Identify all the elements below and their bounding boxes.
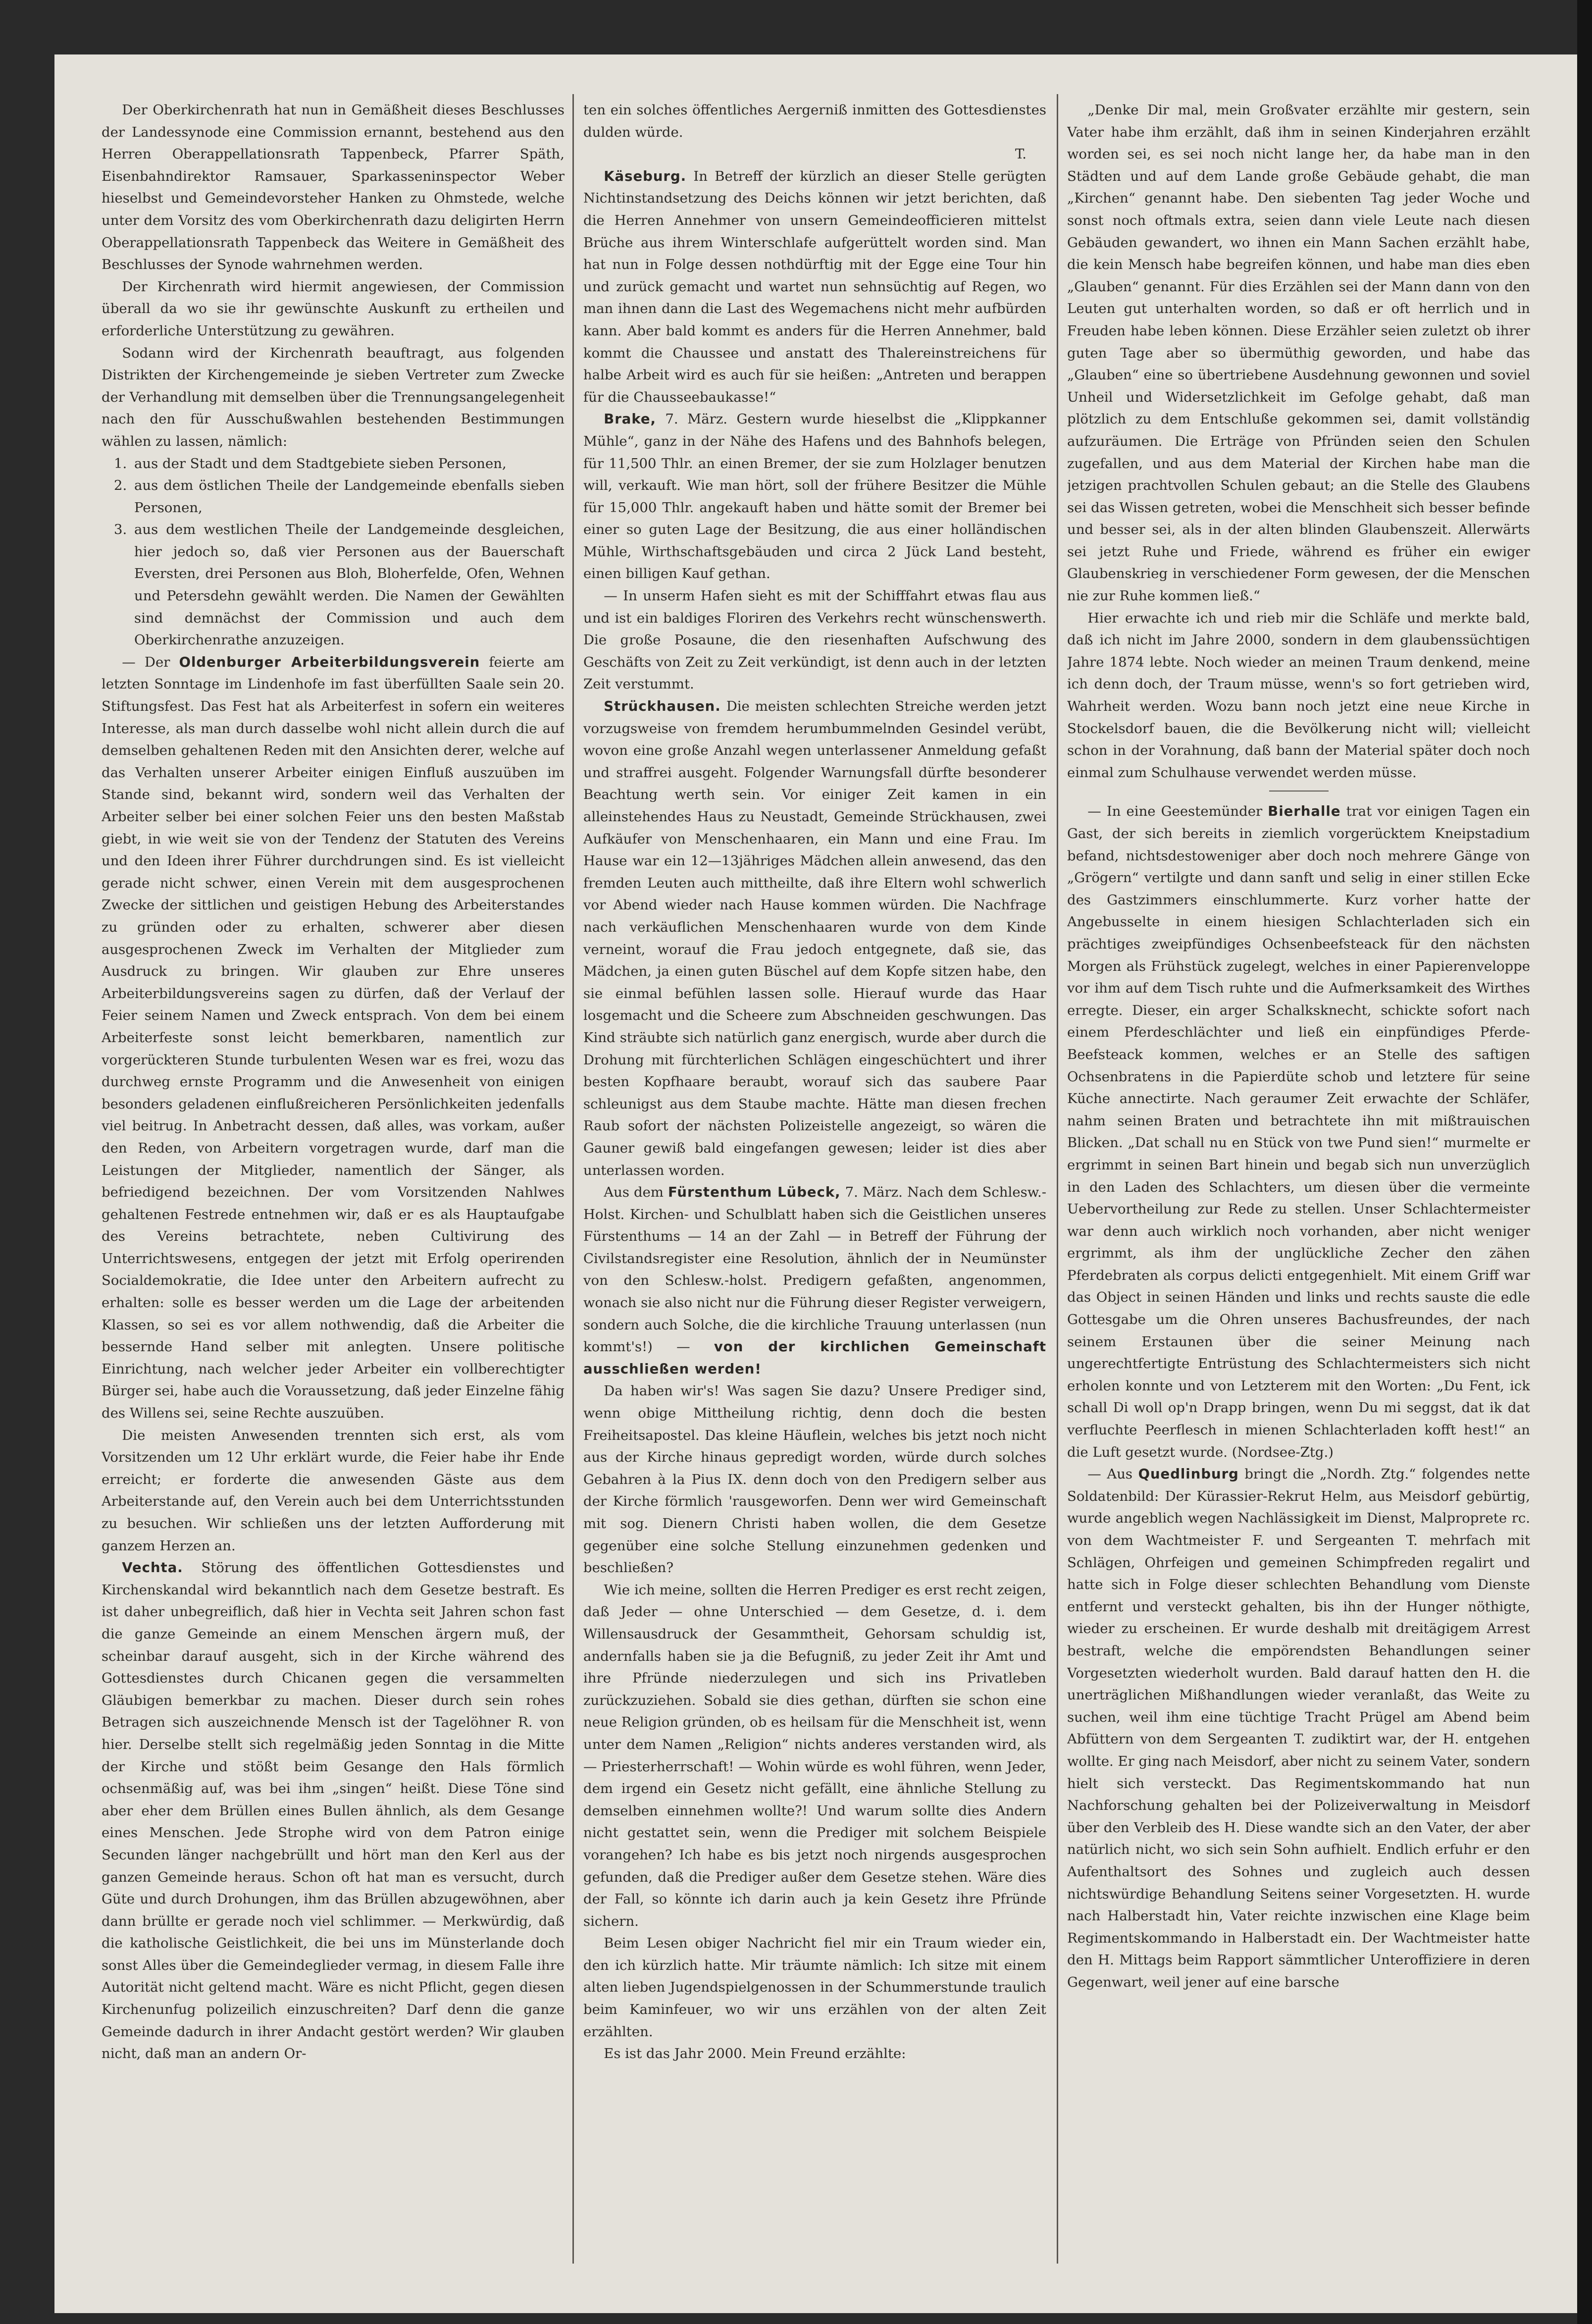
article-paragraph: Der Kirchenrath wird hiermit angewiesen, der Commission überall da wo sie ihr gewünschte Auskunft zu ertheilen und erforderliche Unterstützung zu gewähren. <box>102 278 565 339</box>
article-heading: Oldenburger Arbeiterbildungsverein <box>179 654 480 670</box>
source-citation: (Nordsee-Ztg.) <box>1227 1444 1334 1460</box>
article-heading: Vechta. <box>122 1560 183 1576</box>
article-paragraph: Sodann wird der Kirchenrath beauftragt, aus folgenden Distrikten der Kirchengemeinde je sieben Vertreter zum Zwecke der Verhandlung mit demselben über die Trennungsangelegenheit nach den für Ausschußwahlen bestehenden Bestimmungen wählen zu lassen, nämlich: <box>102 345 565 449</box>
article-heading: Quedlinburg <box>1138 1466 1239 1482</box>
article-paragraph: — In unserm Hafen sieht es mit der Schifffahrt etwas flau aus und ist ein baldiges Floriren des Verkehrs recht wünschenswerth. Die große Posaune, die den riesenhaften Aufschwung des Geschäfts von Zeit zu Zeit verkündigt, ist denn auch in der letzten Zeit verstummt. <box>583 588 1046 692</box>
article-vechta <box>102 1557 565 2065</box>
article-bierhalle <box>1067 800 1530 1463</box>
article-strueckhausen <box>583 695 1046 1181</box>
article-heading: Bierhalle <box>1268 803 1341 820</box>
article-paragraph: Es ist das Jahr 2000. Mein Freund erzählte: <box>604 2046 906 2062</box>
article-lead: Aus dem <box>604 1184 668 1201</box>
article-paragraph: Der Oberkirchenrath hat nun in Gemäßheit dieses Beschlusses der Landessynode eine Commission ernannt, bestehend aus den Herren Oberappellationsrath Tappenbeck, Pfarrer Späth, Eisenbahndirektor Ramsauer, Sparkasseninspector Weber hieselbst und Gemeindevorsteher Hanken zu Ohmstede, welche unter dem Vorsitz des vom Oberkirchenrath dazu deligirten Herrn Oberappellationsrath Tappenbeck das Weitere in Gemäßheit des Beschlusses der Synode wahrnehmen werden. <box>102 102 565 273</box>
article-lead: — Aus <box>1087 1466 1138 1482</box>
article-body: Die meisten schlechten Streiche werden jetzt vorzugsweise von fremdem herumbummelnden Gesindel verübt, wovon eine große Anzahl wegen unterlassener Anmeldung gefaßt und straffrei ausgeht. Folgender Warnungsfall dürfte besonderer Beachtung werth sein. Vor einiger Zeit kamen in ein alleinstehendes Haus zu Neustadt, Gemeinde Strückhausen, zwei Aufkäufer von Menschenhaaren, ein Mann und eine Frau. Im Hause war ein 12—13jähriges Mädchen allein anwesend, das den fremden Leuten auch mittheilte, daß ihre Eltern wohl schwerlich vor Abend wieder nach Hause kommen würden. Die Nachfrage nach verkäuflichen Menschenhaaren wurde von dem Kinde verneint, worauf die Frau jedoch entgegnete, daß sie, das Mädchen, ja einen guten Büschel auf dem Kopfe sitzen habe, den sie einmal befühlen lassen solle. Hierauf wurde das Haar losgemacht und die Scheere zum Abschneiden geschwungen. Das Kind sträubte sich natürlich ganz energisch, wurde aber durch die Drohung mit fürchterlichen Schlägen eingeschüchtert und ihrer besten Kopfhaare beraubt, worauf sich das saubere Paar schleunigst aus dem Staube machte. Hätte man diesen frechen Raub sofort der nächsten Polizeistelle angezeigt, so wären die Gauner gewiß bald eingefangen gewesen; leider ist dies aber unterlassen worden. <box>583 698 1046 1178</box>
column-rule <box>1057 94 1058 2264</box>
article-body: bringt die „Nordh. Ztg.“ folgendes nette Soldatenbild: Der Kürassier-Rekrut Helm, aus Meisdorf gebürtig, wurde angeblich wegen Nachlässigkeit im Dienst, Malproprete rc. von dem Wachtmeister F. und Sergeanten T. mehrfach mit Schlägen, Ohrfeigen und gemeinen Schimpfreden regalirt und hatte sich in Folge dieser schlechten Behandlung vom Dienste entfernt und versteckt gehalten, bis ihn der Hunger nöthigte, wieder zu erscheinen. Er wurde deshalb mit dreitägigem Arrest bestraft, welche die empörendsten Behandlungen seiner Vorgesetzten wiederholt wurden. Bald darauf hatten den H. die unerträglichen Mißhandlungen wieder veranlaßt, das Weite zu suchen, weil ihm eine tüchtige Tracht Prügel am Abend beim Abfüttern von dem Sergeanten T. zudiktirt war, der H. entgehen wollte. Er ging nach Meisdorf, aber nicht zu seinem Vater, sondern hielt sich versteckt. Das Regimentskommando hat nun Nachforschung gehalten bei der Polizeiverwaltung in Meisdorf über den Verbleib des H. Diese wandte sich an den Vater, der aber natürlich nicht, wo sich sein Sohn aufhielt. Endlich erfuhr er den Aufenthaltsort des Sohnes und zugleich auch dessen nichtswürdige Behandlung Seitens seiner Vorgesetzten. H. wurde nach Halberstadt hin, Vater reichte inzwischen eine Klage beim Regimentskommando in Halberstadt ein. Der Wachtmeister hatte den H. Mittags beim Rapport sämmtlicher Unteroffiziere in deren Gegenwart, weil jener auf eine barsche <box>1067 1466 1530 1990</box>
column-left <box>102 99 565 2259</box>
district-list <box>102 453 565 651</box>
emphasis-text: von der kirchlichen Gemeinschaft ausschließen werden! <box>583 1339 1046 1377</box>
article-arbeiterbildungsverein <box>102 651 565 1425</box>
article-paragraph: Hier erwachte ich und rieb mir die Schläfe und merkte bald, daß ich nicht im Jahre 2000, sondern in dem glaubenssüchtigen Jahre 1874 lebte. Noch wieder an meinen Traum denkend, meine ich denn doch, der Traum müsse, wenn's so fort getrieben wird, Wahrheit werden. Wozu bann noch jetzt eine neue Kirche in Stockelsdorf bauen, die die Bevölkerung nicht will; vielleicht schon in der Vorahnung, daß bann der Material später doch noch einmal zum Schulhause verwendet werden müsse. <box>1067 610 1530 781</box>
list-item: 2. aus dem östlichen Theile der Landgemeinde ebenfalls sieben Personen, <box>131 475 565 519</box>
article-paragraph: ten ein solches öffentliches Aergerniß inmitten des Gottesdienstes dulden würde. <box>583 102 1046 140</box>
newspaper-page <box>54 54 1577 2313</box>
article-body: In Betreff der kürzlich an dieser Stelle gerügten Nichtinstandsetzung des Deichs können wir jetzt berichten, daß die Herren Annehmer von unsern Gemeindeofficieren mittelst Brüche aus ihrem Winterschlafe aufgerüttelt worden sind. Man hat nun in Folge dessen nothdürftig mit der Egge eine Tour hin und zurück gemacht und wartet nun sehnsüchtig auf Regen, wo man ihnen dann die Last des Wegemachens nicht mehr aufbürden kann. Aber bald kommt es anders für die Herren Annehmer, bald kommt die Chaussee und anstatt des Thalereinstreichens für halbe Arbeit wird es auch für sie heißen: „Antreten und berappen für die Chausseebaukasse!“ <box>583 168 1046 405</box>
article-kaeseburg <box>583 165 1046 409</box>
article-luebeck <box>583 1181 1046 1380</box>
list-item: 1. aus der Stadt und dem Stadtgebiete sieben Personen, <box>131 453 565 475</box>
scan-edge <box>1577 0 1592 2324</box>
author-signature: T. <box>1015 146 1027 162</box>
article-lead: — Der <box>122 654 179 670</box>
article-heading: Strückhausen. <box>604 698 721 715</box>
article-paragraph: „Denke Dir mal, mein Großvater erzählte mir gestern, sein Vater habe ihm erzählt, daß ihm in seinen Kinderjahren erzählt worden sei, es sei noch nicht lange her, da habe man in den Städten und auf dem Lande große Gebäude gehabt, die man „Kirchen“ genannt habe. Den siebenten Tag jeder Woche und sonst noch oftmals extra, seien dann viele Leute nach diesen Gebäuden gewandert, wo ihnen ein Mann Sachen erzählt habe, die kein Mensch habe begreifen können, und habe man dies eben „Glauben“ genannt. Für dies Erzählen sei der Mann dann von den Leuten gut unterhalten worden, so daß er oft herrlich und in Freuden habe leben können. Diese Erzähler seien zuletzt ob ihrer guten Tage aber so übermüthig geworden, und habe das „Glauben“ eine so übertriebene Ausdehnung gewonnen und soviel Unheil und Widersetzlichkeit im Gefolge gehabt, daß man plötzlich zu dem Entschluße gekommen sei, damit vollständig aufzuräumen. Die Erträge von Pfründen seien den Schulen zugefallen, und aus dem Material der Kirchen habe man die jetzigen prachtvollen Schulen gebaut; an die Stelle des Glaubens sei das Wissen getreten, wobei die Menschheit sich besser befinde und besser sei, als in der alten blinden Glaubenszeit. Allerwärts sei jetzt Ruhe und Friede, während es früher ein ewiger Glaubenskrieg in verschiedener Form gewesen, der die Menschen nie zur Ruhe kommen ließ.“ <box>1067 102 1530 604</box>
article-heading: Brake, <box>604 411 656 427</box>
article-heading: Fürstenthum Lübeck, <box>668 1184 841 1201</box>
article-body: feierte am letzten Sonntage im Lindenhofe im fast überfüllten Saale sein 20. Stiftungsfest. Das Fest hat als Arbeiterfest in sofern ein weiteres Interesse, als man durch dasselbe wohl nicht allein durch die auf demselben gehaltenen Reden mit den Ansichten derer, welche auf das Verhalten unserer Arbeiter einigen Einfluß auszuüben im Stande sind, bekannt wird, sondern weil das Verhalten der Arbeiter selber bei einer solchen Feier uns den besten Maßstab giebt, in wie weit sie von der Tendenz der Statuten des Vereins und den Ideen ihrer Führer durchdrungen sind. Es ist vielleicht gerade nicht schwer, einen Verein mit dem ausgesprochenen Zwecke der sittlichen und geistigen Hebung des Arbeiterstandes zu gründen oder zu erhalten, schwerer aber diesen ausgesprochenen Zweck im Verhalten der Mitglieder zum Ausdruck zu bringen. Wir glauben zur Ehre unseres Arbeiterbildungsvereins sagen zu dürfen, daß der Verlauf der Feier seinem Namen und Zweck entsprach. Von dem bei einem Arbeiterfeste sonst leicht bemerkbaren, namentlich zur vorgerückteren Stunde turbulenten Wesen war es frei, wozu das durchweg ernste Programm und die Anwesenheit von einigen besonders geladenen einflußreicheren Persönlichkeiten jedenfalls viel beitrug. In Anbetracht dessen, daß alles, was vorkam, außer den Reden, von Arbeitern vorgetragen wurde, darf man die Leistungen der Mitglieder, namentlich der Sänger, als befriedigend bezeichnen. Der vom Vorsitzenden Nahlwes gehaltenen Festrede entnehmen wir, daß er es als Hauptaufgabe des Vereins betrachtete, neben Cultivirung des Unterrichtswesens, entgegen der jetzt mit Erfolg operirenden Socialdemokratie, die Idee unter den Arbeitern aufrecht zu erhalten: solle es besser werden um die Lage der arbeitenden Klassen, so sei es vor allem nothwendig, daß die Arbeiter die bessernde Hand selber mit anlegten. Unsere politische Einrichtung, nach welcher jeder Arbeiter ein vollberechtigter Bürger sei, habe auch die Voraussetzung, daß jeder Einzelne fähig des Willens sei, seine Rechte auszuüben. <box>102 654 565 1422</box>
article-brake <box>583 408 1046 585</box>
article-lead: — In eine Geestemünder <box>1087 803 1268 820</box>
list-item: 3. aus dem westlichen Theile der Landgemeinde desgleichen, hier jedoch so, daß vier Personen aus der Bauerschaft Eversten, drei Personen aus Bloh, Bloherfelde, Ofen, Wehnen und Petersdehn gewählt werden. Die Namen der Gewählten sind demnächst der Commission und auch dem Oberkirchenrathe anzuzeigen. <box>131 519 565 651</box>
article-body: 7. März. Nach dem Schlesw.-Holst. Kirchen- und Schulblatt haben sich die Geistlichen unseres Fürstenthums — 14 an der Zahl — in Betreff der Führung der Civilstandsregister eine Resolution, ähnlich der in Neumünster von den Schlesw.-holst. Predigern gefaßten, angenommen, wonach sie also nicht nur die Führung dieser Register verweigern, sondern auch Solche, die die kirchliche Trauung unterlassen (nun kommt's!) — <box>583 1184 1046 1355</box>
article-paragraph: Da haben wir's! Was sagen Sie dazu? Unsere Prediger sind, wenn obige Mittheilung richtig, denn doch die besten Freiheitsapostel. Das kleine Häuflein, welches bis jetzt noch nicht aus der Kirche hinaus gepredigt worden, würde durch solches Gebahren à la Pius IX. denn doch von den Predigern selber aus der Kirche förmlich 'rausgeworfen. Denn wer wird Gemeinschaft mit sog. Dienern Christi haben wollen, die dem Gesetze gegenüber eine solche Stellung einzunehmen gedenken und beschließen? <box>583 1383 1046 1576</box>
section-divider <box>1269 791 1329 792</box>
article-paragraph: Wie ich meine, sollten die Herren Prediger es erst recht zeigen, daß Jeder — ohne Unterschied — dem Gesetze, d. i. dem Willensausdruck der Gesammtheit, Gehorsam schuldig ist, andernfalls haben sie ja die Befugniß, zu jeder Zeit ihr Amt und ihre Pfründe niederzulegen und sich ins Privatleben zurückzuziehen. Sobald sie dies gethan, dürften sie schon eine neue Religion gründen, ob es heilsam für die Menschheit ist, wenn unter dem Namen „Religion“ nichts anderes verstanden wird, als — Priesterherrschaft! — Wohin würde es wohl führen, wenn Jeder, dem irgend ein Gesetz nicht gefällt, eine ähnliche Stellung zu demselben einnehmen wollte?! Und warum sollte dies Andern nicht gestattet sein, wenn die Prediger mit solchem Beispiele vorangehen? Ich habe es bis jetzt noch nirgends ausgesprochen gefunden, daß die Prediger außer dem Gesetze stehen. Wäre dies der Fall, so könnte ich darin auch ja kein Gesetz ihre Pfründe sichern. <box>583 1582 1046 1929</box>
article-heading: Käseburg. <box>604 168 687 184</box>
column-middle <box>583 99 1046 2259</box>
article-body: 7. März. Gestern wurde hieselbst die „Klippkanner Mühle“, ganz in der Nähe des Hafens und des Bahnhofs belegen, für 11,500 Thlr. an einen Bremer, der sie zum Holzlager benutzen will, verkauft. Wie man hört, soll der frühere Besitzer die Mühle für 15,000 Thlr. angekauft haben und hätte somit der Bremer bei einer so guten Lage der Besitzung, die aus einer holländischen Mühle, Wirthschaftsgebäuden und circa 2 Jück Land besteht, einen billigen Kauf gethan. <box>583 411 1046 582</box>
article-body: trat vor einigen Tagen ein Gast, der sich bereits in ziemlich vorgerücktem Kneipstadium befand, nichtsdestoweniger aber doch noch mehrere Gänge von „Grögern“ vertilgte und dann sanft und selig in einer stillen Ecke des Gastzimmers einschlummerte. Kurz vorher hatte der Angebusselte in einem hiesigen Schlachterladen sich ein prächtiges zweipfündiges Ochsenbeefsteack für den nächsten Morgen als Frühstück zugelegt, welches in einer Papierenveloppe vor ihm auf dem Tisch ruhte und die Aufmerksamkeit des Wirthes erregte. Dieser, ein arger Schalksknecht, schickte sofort nach einem Pferdeschlächter und ließ ein einpfündiges Pferde-Beefsteack kommen, welches er an Stelle des saftigen Ochsenbratens in die Papierdüte schob und letztere für seine Küche annectirte. Nach geraumer Zeit erwachte der Schläfer, nahm seinen Braten und betrachtete ihn mit mißtrauischen Blicken. „Dat schall nu en Stück von twe Pund sien!“ murmelte er ergrimmt in seinen Bart hinein und begab sich nun unverzüglich in den Laden des Schlachters, um diesen über die vermeinte Uebervortheilung zur Rede zu stellen. Unser Schlachtermeister war denn auch wirklich noch vorhanden, aber nicht weniger ergrimmt, als ihm der unglückliche Zecher den zähen Pferdebraten als corpus delicti entgegenhielt. Mit einem Griff war das Object in seinen Händen und links und rechts sauste die edle Gottesgabe um die Ohren unseres Bachusfreundes, der nach seinem Erstaunen über die seiner Meinung nach ungerechtfertigte Entrüstung des Schlachtermeisters sich nicht erholen konnte und von Letzterem mit den Worten: „Du Fent, ick schall Di woll op'n Drapp bringen, wenn Du mi seggst, dat ik dat verfluchte Peerflesch in mienen Schlachterladen kofft hest!“ an die Luft gesetzt wurde. <box>1067 803 1530 1460</box>
column-right <box>1067 99 1530 2259</box>
article-paragraph: Beim Lesen obiger Nachricht fiel mir ein Traum wieder ein, den ich kürzlich hatte. Mir träumte nämlich: Ich sitze mit einem alten lieben Jugendspielgenossen in der Schummerstunde traulich beim Kaminfeuer, wo wir uns erzählen von der alten Zeit erzählten. <box>583 1935 1046 2040</box>
article-body: Störung des öffentlichen Gottesdienstes und Kirchenskandal wird bekanntlich nach dem Gesetze bestraft. Es ist daher unbegreiflich, daß hier in Vechta seit Jahren schon fast die ganze Gemeinde an einem Menschen ärgern muß, der scheinbar darauf ausgeht, sich in der Kirche während des Gottesdienstes durch Chicanen gegen die versammelten Gläubigen bemerkbar zu machen. Dieser durch sein rohes Betragen sich auszeichnende Mensch ist der Tagelöhner R. von hier. Derselbe stellt sich regelmäßig jeden Sonntag in die Mitte der Kirche und stößt beim Gesange den Hals förmlich ochsenmäßig auf, was bei ihm „singen“ heißt. Diese Töne sind aber eher dem Brüllen eines Bullen ähnlich, als dem Gesange eines Menschen. Jede Strophe wird von dem Patron einige Secunden länger nachgebrüllt und hört man den Kerl aus der ganzen Gemeinde heraus. Schon oft hat man es versucht, durch Güte und durch Drohungen, ihm das Brüllen abzugewöhnen, aber dann brüllte er gerade noch viel schlimmer. — Merkwürdig, daß die katholische Geistlichkeit, die bei uns im Münsterlande doch sonst Alles über die Gemeindeglieder vermag, in diesem Falle ihre Autorität nicht geltend macht. Wäre es nicht Pflicht, gegen diesen Kirchenunfug polizeilich einzuschreiten? Darf denn die ganze Gemeinde dadurch in ihrer Andacht gestört werden? Wir glauben nicht, daß man an andern Or- <box>102 1560 565 2062</box>
article-quedlinburg <box>1067 1463 1530 1993</box>
article-paragraph: Die meisten Anwesenden trennten sich erst, als vom Vorsitzenden um 12 Uhr erklärt wurde, die Feier habe ihr Ende erreicht; er forderte die anwesenden Gäste aus dem Arbeiterstande auf, den Verein auch bei dem Unterrichtsstunden zu besuchen. Wir schließen uns der letzten Aufforderung mit ganzem Herzen an. <box>102 1427 565 1554</box>
column-rule <box>572 94 574 2264</box>
